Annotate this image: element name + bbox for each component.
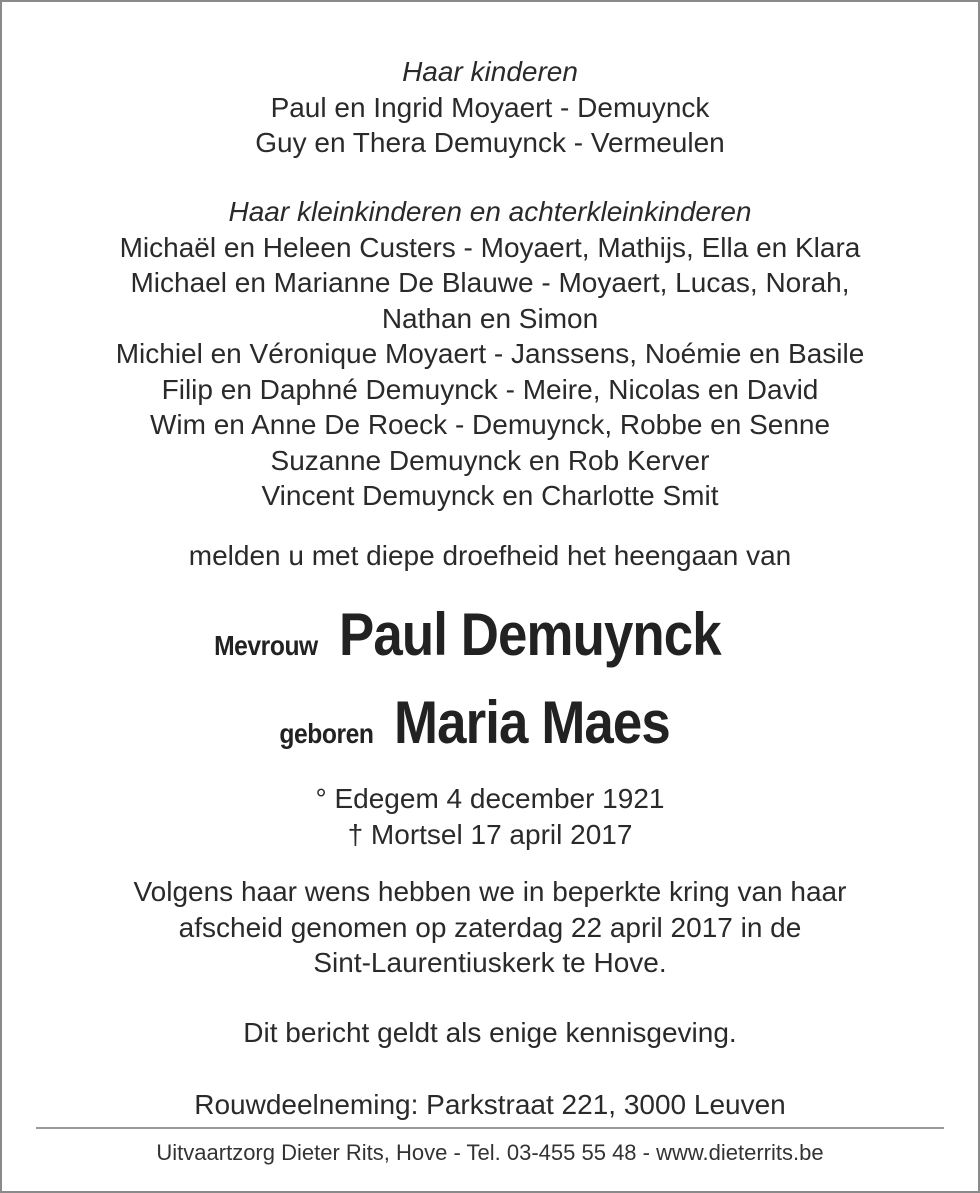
- grandchildren-line: Nathan en Simon: [381, 302, 599, 334]
- death-date: † Mortsel 17 april 2017: [347, 818, 633, 850]
- notice-section: [0, 1015, 980, 1051]
- grandchildren-line: Vincent Demuynck en Charlotte Smit: [261, 480, 719, 511]
- dates-section: [0, 781, 980, 852]
- grandchildren-heading: Haar kleinkinderen en achterkleinkinderen: [228, 196, 752, 227]
- children-line: Paul en Ingrid Moyaert - Demuynck: [270, 91, 710, 123]
- condolence-section: [0, 1087, 980, 1123]
- condolence-address: Rouwdeelneming: Parkstraat 221, 3000 Leuven: [194, 1089, 786, 1120]
- footer-divider: [36, 1127, 944, 1129]
- grandchildren-line: Filip en Daphné Demuynck - Meire, Nicolas en David: [161, 373, 819, 405]
- announcement-text: melden u met diepe droefheid het heengaan van: [188, 540, 792, 571]
- grandchildren-line: Wim en Anne De Roeck - Demuynck, Robbe en Senne: [149, 409, 831, 440]
- notice-text: Dit bericht geldt als enige kennisgeving.: [243, 1017, 737, 1048]
- announcement: [0, 538, 980, 574]
- farewell-section: [0, 874, 980, 981]
- children-heading: Haar kinderen: [402, 56, 578, 87]
- grandchildren-line: Michaël en Heleen Custers - Moyaert, Mathijs, Ella en Klara: [119, 231, 861, 263]
- grandchildren-section: [0, 194, 980, 514]
- married-name: Paul Demuynck: [339, 601, 721, 668]
- children-line: Guy en Thera Demuynck - Vermeulen: [255, 127, 725, 158]
- birth-name: Maria Maes: [393, 689, 670, 756]
- funeral-home-footer: Uitvaartzorg Dieter Rits, Hove - Tel. 03-455 55 48 - www.dieterrits.be: [156, 1140, 824, 1165]
- title-prefix: Mevrouw: [214, 630, 318, 661]
- farewell-line: Volgens haar wens hebben we in beperkte kring van haar: [133, 876, 847, 907]
- grandchildren-line: Suzanne Demuynck en Rob Kerver: [270, 444, 710, 476]
- birth-date: ° Edegem 4 december 1921: [315, 783, 665, 814]
- born-label: geboren: [279, 718, 374, 749]
- deceased-married-name-row: [0, 598, 980, 672]
- farewell-line: afscheid genomen op zaterdag 22 april 2017 in de: [178, 911, 802, 943]
- deceased-birth-name-row: [0, 686, 980, 760]
- children-section: [0, 54, 980, 161]
- farewell-line: Sint-Laurentiuskerk te Hove.: [313, 947, 667, 978]
- grandchildren-line: Michael en Marianne De Blauwe - Moyaert, Lucas, Norah,: [130, 267, 850, 298]
- grandchildren-line: Michiel en Véronique Moyaert - Janssens, Noémie en Basile: [115, 338, 865, 369]
